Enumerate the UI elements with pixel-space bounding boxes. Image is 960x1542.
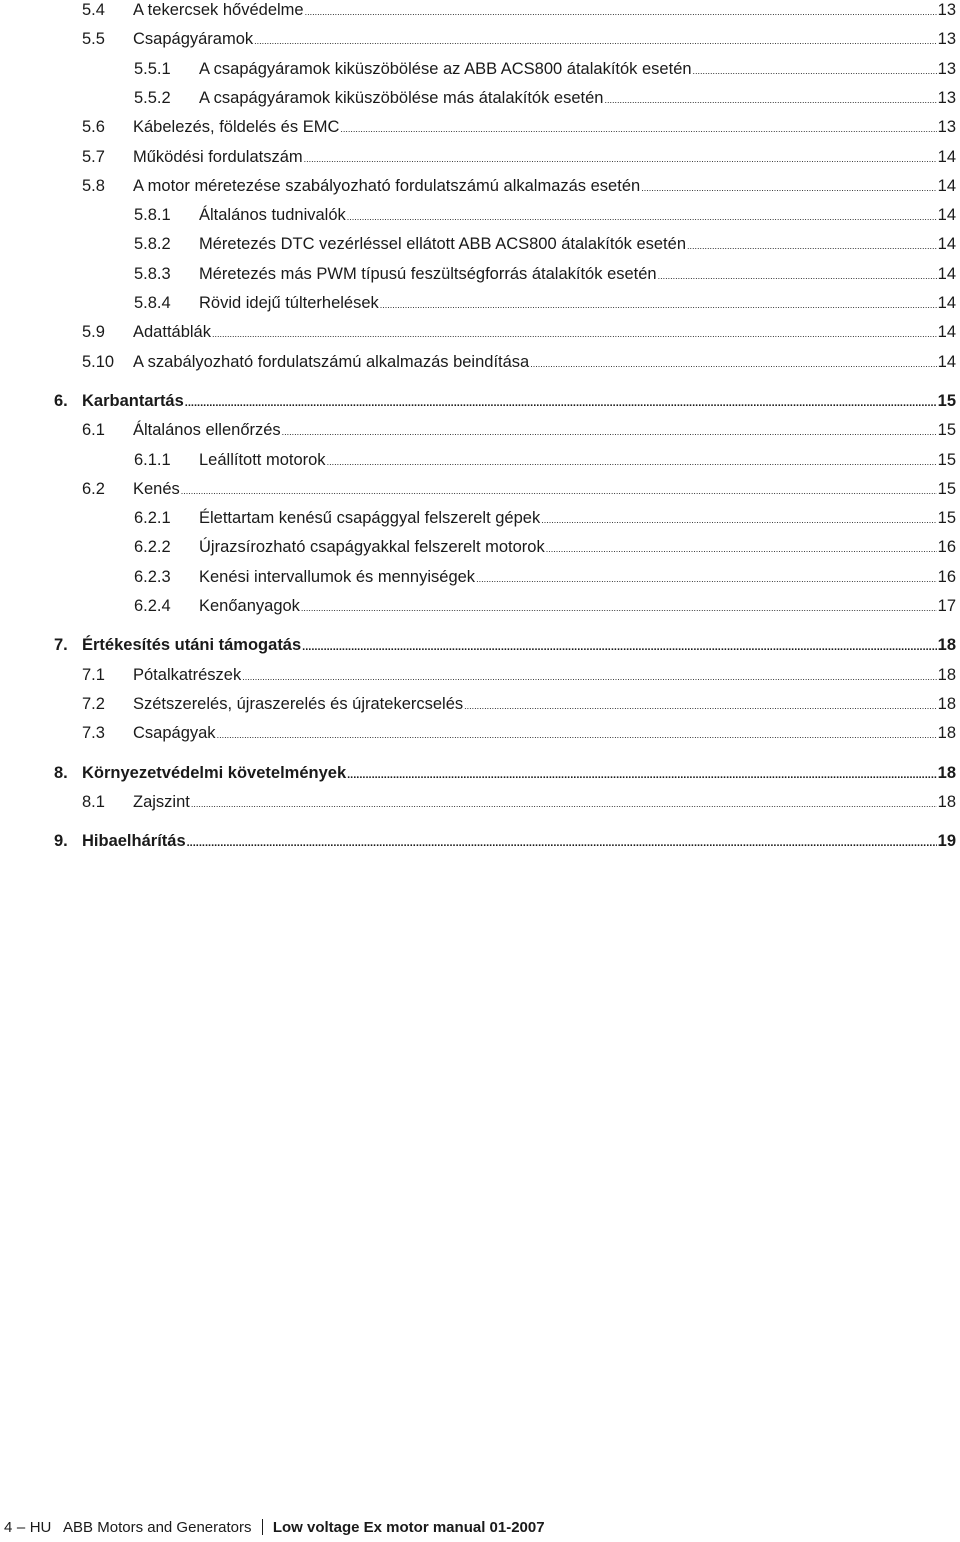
- toc-leader-dots: [530, 351, 936, 377]
- toc-entry-title: Csapágyáramok: [133, 30, 254, 49]
- toc-entry[interactable]: [0, 476, 960, 502]
- toc-entry-number: 9.: [54, 832, 68, 851]
- toc-entry-title: Általános ellenőrzés: [133, 421, 281, 440]
- toc-leader-dots: [347, 204, 937, 230]
- toc-entry-page: 18: [937, 724, 956, 743]
- toc-leader-dots: [305, 0, 937, 25]
- toc-entry[interactable]: [0, 534, 960, 560]
- toc-entry-number: 7.2: [82, 694, 105, 713]
- footer-manual-title: Low voltage Ex motor manual 01-2007: [272, 1519, 545, 1536]
- toc-entry-number: 7.: [54, 636, 68, 655]
- toc-leader-dots: [212, 321, 937, 347]
- toc-entry-title: Élettartam kenésű csapággyal felszerelt gépek: [199, 509, 541, 528]
- toc-entry-number: 8.1: [82, 792, 105, 811]
- toc-leader-dots: [687, 233, 937, 259]
- toc-entry-page: 13: [937, 118, 956, 137]
- toc-entry-page: 15: [937, 450, 956, 469]
- toc-leader-dots: [327, 449, 937, 475]
- toc-entry-number: 5.8.1: [134, 206, 171, 225]
- toc-entry[interactable]: [0, 26, 960, 52]
- toc-entry[interactable]: [0, 319, 960, 345]
- toc-entry-number: 5.4: [82, 1, 105, 19]
- toc-entry-title: Rövid idejű túlterhelések: [199, 294, 379, 312]
- toc-entry-title: Zajszint: [133, 792, 190, 811]
- toc-entry-page: 14: [937, 294, 956, 312]
- toc-entry[interactable]: [0, 114, 960, 140]
- toc-leader-dots: [476, 566, 937, 592]
- toc-leader-dots: [187, 830, 937, 856]
- toc-entry-page: 14: [937, 352, 956, 371]
- toc-entry[interactable]: [0, 388, 960, 414]
- toc-entry-number: 6.1: [82, 421, 105, 440]
- toc-entry[interactable]: [0, 202, 960, 228]
- toc-entry-number: 5.9: [82, 323, 105, 342]
- toc-entry[interactable]: [0, 662, 960, 688]
- toc-entry-title: Méretezés DTC vezérléssel ellátott ABB ACS800 átalakítók esetén: [199, 235, 686, 254]
- toc-entry-number: 5.5: [82, 30, 105, 49]
- page-footer: 4 – HU ABB Motors and Generators Low voltage Ex motor manual 01-2007: [4, 1519, 545, 1536]
- toc-entry-page: 18: [937, 694, 956, 713]
- footer-language: HU: [29, 1519, 52, 1536]
- toc-entry[interactable]: [0, 85, 960, 111]
- toc-entry-title: Értékesítés utáni támogatás: [82, 636, 302, 655]
- toc-entry-number: 5.5.2: [134, 88, 171, 107]
- toc-entry[interactable]: [0, 720, 960, 746]
- toc-entry-page: 14: [937, 323, 956, 342]
- toc-entry-number: 6.2.1: [134, 509, 171, 528]
- toc-entry-page: 15: [937, 509, 956, 528]
- toc-entry-title: Általános tudnivalók: [199, 206, 346, 225]
- toc-entry-page: 18: [937, 636, 956, 655]
- toc-entry-page: 18: [937, 665, 956, 684]
- toc-entry[interactable]: [0, 789, 960, 815]
- toc-leader-dots: [546, 536, 937, 562]
- toc-entry-page: 15: [937, 479, 956, 498]
- toc-entry[interactable]: [0, 632, 960, 658]
- toc-entry-page: 13: [937, 1, 956, 19]
- toc-leader-dots: [340, 116, 936, 142]
- toc-entry-page: 14: [937, 206, 956, 225]
- toc-entry[interactable]: [0, 760, 960, 786]
- toc-entry-number: 7.1: [82, 665, 105, 684]
- toc-entry-title: Kenés: [133, 479, 180, 498]
- toc-leader-dots: [464, 693, 937, 719]
- toc-entry-number: 8.: [54, 763, 68, 782]
- toc-entry-title: A motor méretezése szabályozható fordulatszámú alkalmazás esetén: [133, 176, 641, 195]
- toc-entry-title: Pótalkatrészek: [133, 665, 242, 684]
- toc-leader-dots: [191, 791, 937, 817]
- toc-entry-number: 5.7: [82, 147, 105, 166]
- toc-leader-dots: [242, 664, 936, 690]
- toc-entry[interactable]: [0, 349, 960, 375]
- toc-entry-number: 6.1.1: [134, 450, 171, 469]
- toc-entry-number: 6.2: [82, 479, 105, 498]
- toc-entry-title: Kenőanyagok: [199, 597, 300, 615]
- toc-entry-page: 14: [937, 264, 956, 283]
- toc-entry[interactable]: [0, 593, 960, 619]
- toc-leader-dots: [541, 507, 936, 533]
- toc-entry-number: 6.: [54, 391, 68, 410]
- toc-entry-title: Hibaelhárítás: [82, 832, 186, 851]
- toc-entry[interactable]: [0, 144, 960, 170]
- toc-entry-page: 14: [937, 176, 956, 195]
- toc-entry-title: Leállított motorok: [199, 450, 326, 469]
- toc-entry-title: A csapágyáramok kiküszöbölése más átalakítók esetén: [199, 88, 604, 107]
- toc-leader-dots: [181, 478, 937, 504]
- toc-leader-dots: [217, 722, 937, 748]
- toc-entry-title: Méretezés más PWM típusú feszültségforrás átalakítók esetén: [199, 264, 657, 283]
- toc-entry-title: Kenési intervallumok és mennyiségek: [199, 567, 476, 586]
- toc-entry-number: 5.10: [82, 352, 115, 371]
- toc-entry-page: 14: [937, 147, 956, 166]
- toc-entry[interactable]: [0, 173, 960, 199]
- toc-leader-dots: [641, 175, 936, 201]
- toc-entry-page: 13: [937, 88, 956, 107]
- toc-entry-number: 5.8.4: [134, 294, 171, 312]
- toc-entry-title: Adattáblák: [133, 323, 211, 342]
- toc-entry-page: 13: [937, 30, 956, 49]
- toc-entry-title: A szabályozható fordulatszámú alkalmazás beindítása: [133, 352, 530, 371]
- toc-entry[interactable]: [0, 261, 960, 287]
- toc-entry[interactable]: [0, 0, 960, 23]
- toc-entry[interactable]: [0, 691, 960, 717]
- toc-entry[interactable]: [0, 417, 960, 443]
- toc-entry-page: 19: [937, 832, 956, 851]
- toc-entry-title: Szétszerelés, újraszerelés és újratekercselés: [133, 694, 464, 713]
- toc-entry-number: 6.2.4: [134, 597, 171, 615]
- toc-leader-dots: [658, 263, 937, 289]
- toc-entry-page: 16: [937, 538, 956, 557]
- footer-separator: [262, 1519, 263, 1535]
- toc-entry-page: 15: [937, 421, 956, 440]
- toc-entry-page: 16: [937, 567, 956, 586]
- toc-leader-dots: [347, 762, 937, 788]
- toc-entry-page: 14: [937, 235, 956, 254]
- toc-entry-title: Karbantartás: [82, 391, 184, 410]
- toc-entry-title: Működési fordulatszám: [133, 147, 303, 166]
- toc-leader-dots: [254, 28, 937, 54]
- toc-entry-title: Újrazsírozható csapágyakkal felszerelt motorok: [199, 538, 545, 557]
- toc-entry-title: A csapágyáramok kiküszöbölése az ABB ACS800 átalakítók esetén: [199, 59, 692, 78]
- toc-entry-number: 5.6: [82, 118, 105, 137]
- toc-entry-number: 5.8: [82, 176, 105, 195]
- toc-entry[interactable]: [0, 56, 960, 82]
- toc-entry[interactable]: [0, 447, 960, 473]
- toc-entry[interactable]: [0, 505, 960, 531]
- toc-entry-page: 18: [937, 763, 956, 782]
- toc-entry-page: 18: [937, 792, 956, 811]
- toc-entry[interactable]: [0, 564, 960, 590]
- toc-entry-title: Kábelezés, földelés és EMC: [133, 118, 340, 137]
- toc-entry[interactable]: [0, 828, 960, 854]
- footer-page-number: 4: [4, 1519, 13, 1536]
- toc-leader-dots: [282, 419, 937, 445]
- toc-entry-number: 6.2.2: [134, 538, 171, 557]
- toc-entry-number: 5.8.2: [134, 235, 171, 254]
- toc-entry-number: 6.2.3: [134, 567, 171, 586]
- toc-entry-number: 5.5.1: [134, 59, 171, 78]
- toc-leader-dots: [304, 146, 937, 172]
- toc-entry-page: 13: [937, 59, 956, 78]
- toc-leader-dots: [380, 292, 937, 318]
- toc-leader-dots: [185, 390, 937, 416]
- toc-entry-page: 15: [937, 391, 956, 410]
- toc-entry-title: Csapágyak: [133, 724, 216, 743]
- toc-leader-dots: [302, 634, 936, 660]
- footer-company: ABB Motors and Generators: [63, 1519, 252, 1536]
- toc-leader-dots: [693, 58, 937, 84]
- toc-entry[interactable]: [0, 290, 960, 316]
- toc-entry-page: 17: [937, 597, 956, 615]
- toc-leader-dots: [604, 87, 936, 113]
- toc-entry-number: 7.3: [82, 724, 105, 743]
- toc-entry-title: A tekercsek hővédelme: [133, 1, 304, 19]
- toc-entry-number: 5.8.3: [134, 264, 171, 283]
- toc-entry-title: Környezetvédelmi követelmények: [82, 763, 347, 782]
- toc-entry[interactable]: [0, 231, 960, 257]
- toc-leader-dots: [301, 595, 937, 621]
